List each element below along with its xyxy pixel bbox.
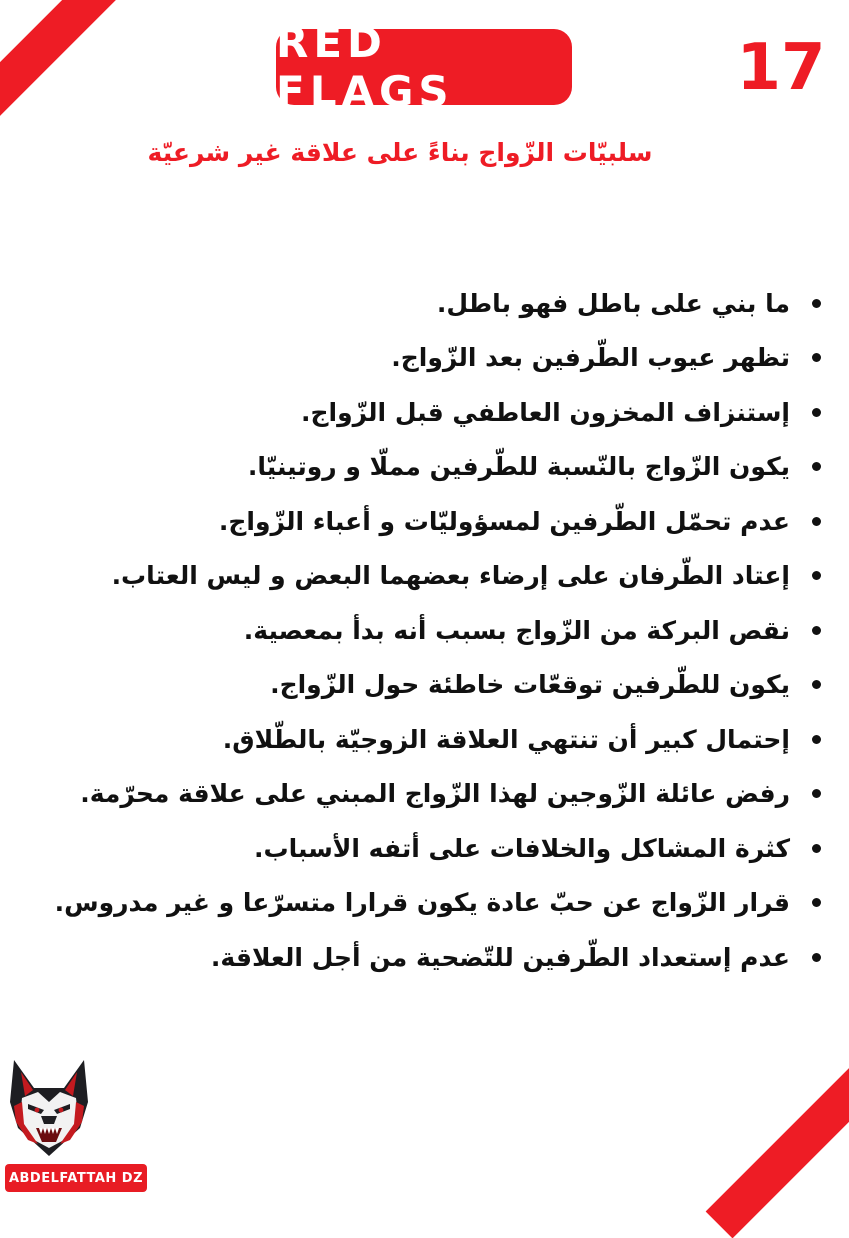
red-flags-list <box>54 276 827 985</box>
list-item <box>67 821 827 876</box>
list-item-text: عدم إستعداد الطّرفين للتّضحية من أجل العلاقة. <box>210 942 790 972</box>
list-item <box>54 876 827 931</box>
bullet-icon <box>812 353 821 362</box>
bullet-icon <box>812 517 821 526</box>
subtitle: سلبيّات الزّواج بناءً على علاقة غير شرعيّة <box>147 138 653 167</box>
list-item <box>67 930 827 985</box>
list-item-text: يكون الزّواج بالنّسبة للطّرفين مملّا و روتينيّا. <box>247 452 790 482</box>
list-item <box>67 767 827 822</box>
bullet-icon <box>812 844 821 853</box>
bullet-icon <box>812 571 821 580</box>
list-item-text: كثرة المشاكل والخلافات على أتفه الأسباب. <box>253 833 790 863</box>
list-item-text: إستنزاف المخزون العاطفي قبل الزّواج. <box>300 397 790 427</box>
list-item <box>67 549 827 604</box>
bullet-icon <box>812 680 821 689</box>
list-item-text: إعتاد الطّرفان على إرضاء بعضهما البعض و ليس العتاب. <box>111 561 790 591</box>
list-item <box>67 658 827 713</box>
list-item <box>67 385 827 440</box>
list-item <box>67 603 827 658</box>
list-item <box>67 440 827 495</box>
list-item-text: إحتمال كبير أن تنتهي العلاقة الزوجيّة بالطّلاق. <box>222 724 790 754</box>
list-item-text: ما بني على باطل فهو باطل. <box>436 288 790 318</box>
brand-name: ABDELFATTAH DZ <box>8 1170 144 1186</box>
page-title: RED FLAGS <box>276 18 454 116</box>
bullet-icon <box>812 898 821 907</box>
bullet-icon <box>812 299 821 308</box>
bullet-icon <box>812 462 821 471</box>
bullet-icon <box>812 953 821 962</box>
page-number: 17 <box>736 31 826 105</box>
list-item-text: يكون للطّرفين توقعّات خاطئة حول الزّواج. <box>270 670 790 700</box>
corner-stripe-bottom-right <box>706 1028 849 1238</box>
list-item-text: تظهر عيوب الطّرفين بعد الزّواج. <box>391 343 790 373</box>
list-item <box>67 331 827 386</box>
list-item <box>67 712 827 767</box>
list-item-text: قرار الزّواج عن حبّ عادة يكون قرارا متسرّعا و غير مدروس. <box>54 888 790 918</box>
title-banner <box>276 18 572 116</box>
list-item <box>67 276 827 331</box>
bullet-icon <box>812 408 821 417</box>
brand-badge <box>5 1164 147 1192</box>
list-item-text: عدم تحمّل الطّرفين لمسؤوليّات و أعباء الزّواج. <box>218 506 790 536</box>
list-item-text: نقص البركة من الزّواج بسبب أنه بدأ بمعصية. <box>243 615 790 645</box>
list-item-text: رفض عائلة الزّوجين لهذا الزّواج المبني على علاقة محرّمة. <box>80 779 790 809</box>
bullet-icon <box>812 626 821 635</box>
bullet-icon <box>812 789 821 798</box>
bullet-icon <box>812 735 821 744</box>
list-item <box>67 494 827 549</box>
wolf-head-icon <box>8 1058 90 1158</box>
